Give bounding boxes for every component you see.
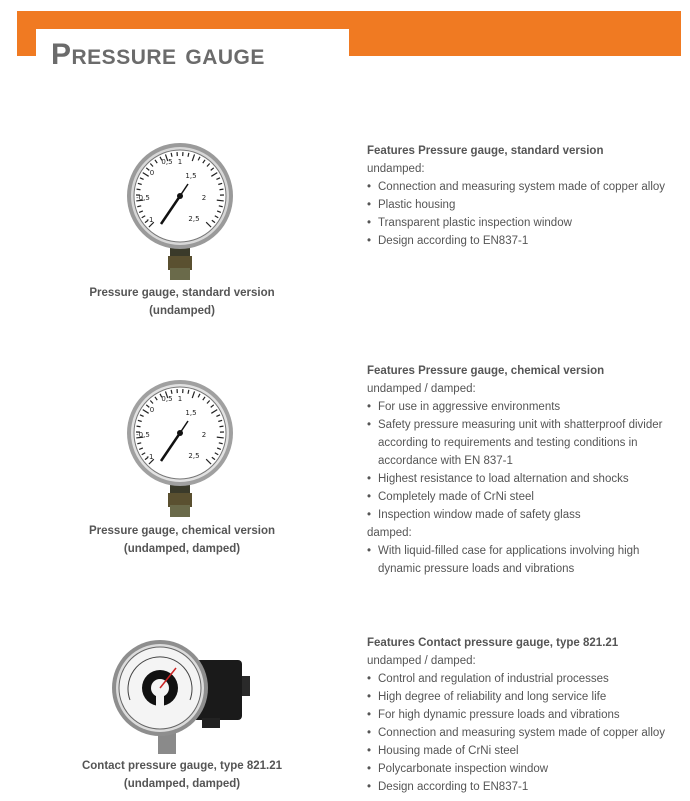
feature-item: • Plastic housing	[367, 196, 685, 214]
gauge-image-contact	[108, 640, 253, 758]
scale-label: 0	[149, 406, 155, 414]
feature-item: • High degree of reliability and long service life	[367, 688, 685, 706]
features-chemical	[367, 362, 685, 578]
feature-list	[367, 398, 685, 524]
scale-label: 0,5	[161, 158, 173, 166]
feature-item: • Design according to EN837-1	[367, 232, 685, 250]
gauge-tick	[220, 426, 224, 427]
feature-item: • Control and regulation of industrial processes	[367, 670, 685, 688]
scale-label: -0,5	[136, 194, 150, 202]
feature-item: • Safety pressure measuring unit with shatterproof divider according to requirements and testing conditions in accordance with EN 837-1	[367, 416, 685, 470]
feature-item: • For high dynamic pressure loads and vibrations	[367, 706, 685, 724]
feature-item: • For use in aggressive environments	[367, 398, 685, 416]
caption-line: Pressure gauge, chemical version	[88, 525, 275, 537]
feature-item: • Design according to EN837-1	[367, 778, 685, 796]
gauge-tick	[217, 437, 224, 438]
scale-label: -1	[146, 453, 154, 461]
scale-label: 1	[177, 395, 183, 403]
scale-label: 1,5	[185, 172, 197, 180]
caption-line: Contact pressure gauge, type 821.21	[81, 760, 283, 772]
scale-label: -1	[146, 216, 154, 224]
scale-label: -0,5	[136, 431, 150, 439]
scale-label: 1	[177, 158, 183, 166]
features-group-label: undamped:	[367, 163, 425, 175]
scale-label: 0,5	[161, 395, 173, 403]
caption-line: (undamped, damped)	[123, 543, 241, 555]
gauge-tick	[137, 426, 141, 427]
gauge-tick	[220, 189, 224, 190]
gauge-tick	[188, 153, 189, 157]
gauge-tick	[217, 200, 224, 201]
caption-standard	[62, 284, 302, 320]
caption-line: (undamped)	[149, 305, 215, 317]
gauge-tick	[188, 390, 189, 394]
scale-label: 0	[149, 169, 155, 177]
gauge-image-standard	[124, 142, 236, 284]
features-group-label: undamped / damped:	[367, 655, 476, 667]
feature-item: • Completely made of CrNi steel	[367, 488, 685, 506]
caption-contact	[62, 757, 302, 793]
feature-item: • With liquid-filled case for applications involving high dynamic pressure loads and vibrations	[367, 542, 685, 578]
features-title: Features Pressure gauge, chemical version	[367, 365, 605, 377]
caption-line: (undamped, damped)	[123, 778, 241, 790]
feature-item: • Inspection window made of safety glass	[367, 506, 685, 524]
feature-list	[367, 178, 685, 250]
feature-item: • Transparent plastic inspection window	[367, 214, 685, 232]
features-title: Features Contact pressure gauge, type 821.21	[367, 637, 619, 649]
page-title: Pressure gauge	[51, 38, 265, 71]
features-contact	[367, 634, 685, 796]
caption-chemical	[62, 522, 302, 558]
features-title: Features Pressure gauge, standard version	[367, 145, 604, 157]
gauge-image-chemical	[124, 379, 236, 521]
features-group-label: undamped / damped:	[367, 383, 476, 395]
scale-label: 1,5	[185, 409, 197, 417]
feature-list	[367, 542, 685, 578]
feature-item: • Connection and measuring system made of copper alloy	[367, 178, 685, 196]
scale-label: 2	[201, 194, 207, 202]
gauge-tick	[137, 189, 141, 190]
feature-list	[367, 670, 685, 796]
features-standard	[367, 142, 685, 250]
scale-label: 2,5	[188, 215, 200, 223]
feature-item: • Housing made of CrNi steel	[367, 742, 685, 760]
features-group-label: damped:	[367, 527, 412, 539]
scale-label: 2	[201, 431, 207, 439]
caption-line: Pressure gauge, standard version	[89, 287, 275, 299]
gauge-tick	[171, 153, 172, 157]
feature-item: • Connection and measuring system made of copper alloy	[367, 724, 685, 742]
feature-item: • Polycarbonate inspection window	[367, 760, 685, 778]
feature-item: • Highest resistance to load alternation and shocks	[367, 470, 685, 488]
gauge-tick	[171, 390, 172, 394]
scale-label: 2,5	[188, 452, 200, 460]
